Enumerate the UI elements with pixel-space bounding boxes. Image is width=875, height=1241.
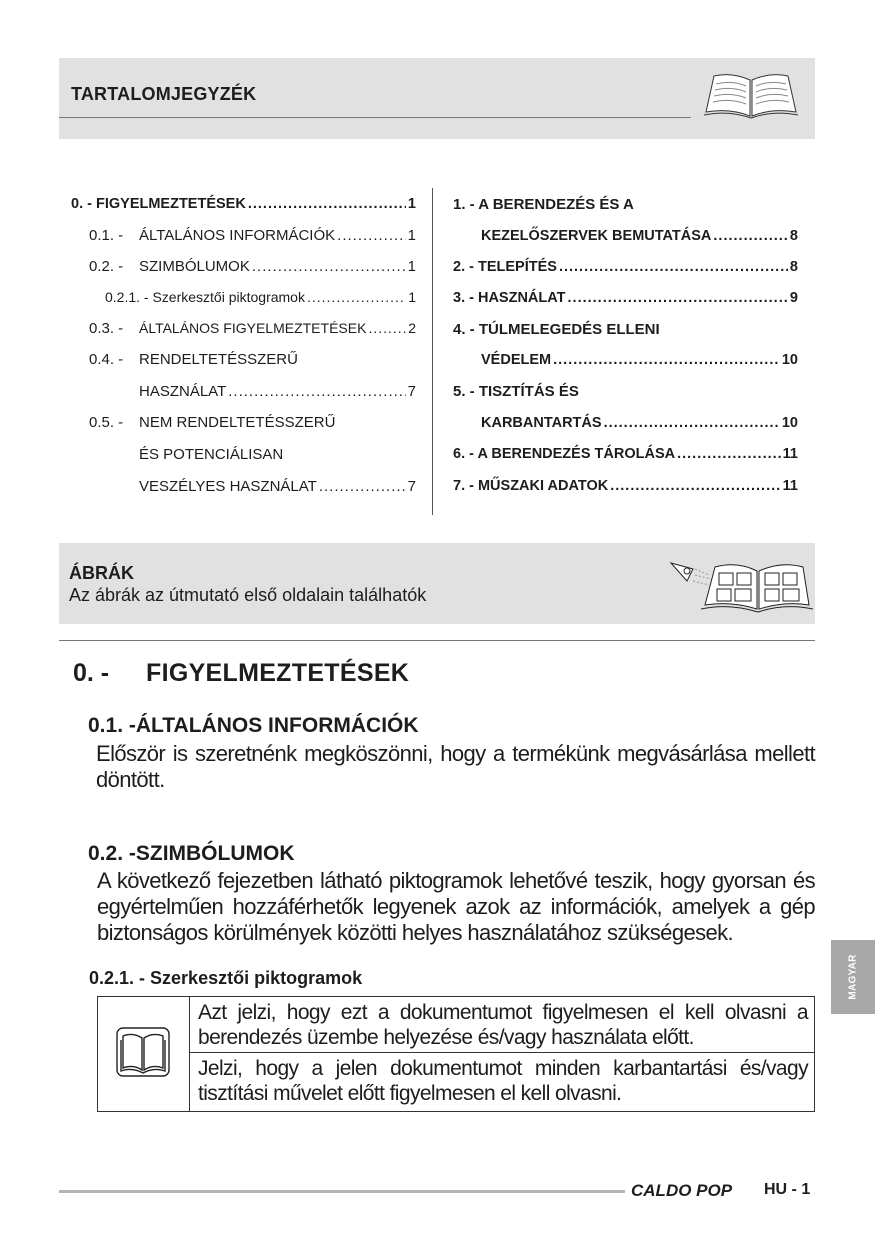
toc-entry-0-2-1[interactable]: 0.2.1. - Szerkesztői piktogramok ..... 1 xyxy=(105,289,416,305)
toc-entry-0-5-num: 0.5. - xyxy=(89,414,124,431)
pictogram-row-read-before-install: Azt jelzi, hogy ezt a dokumentumot figyelmesen el kell olvasni a berendezés üzembe helyezése és/vagy használata előtt. xyxy=(190,1000,814,1053)
toc-entry-1[interactable]: KEZELŐSZERVEK BEMUTATÁSA ..... 8 xyxy=(481,228,798,244)
figures-subtitle: Az ábrák az útmutató első oldalain találhatók xyxy=(69,585,427,605)
pictogram-cell xyxy=(98,997,190,1111)
pictogram-row-read-before-maintenance: Jelzi, hogy a jelen dokumentumot minden karbantartási és/vagy tisztítási művelet előtt figyelmesen el kell olvasni. xyxy=(198,1057,808,1105)
figure-book-icon xyxy=(665,551,815,613)
section-title: FIGYELMEZTETÉSEK xyxy=(146,659,410,687)
figures-header xyxy=(59,543,815,624)
toc-entry-0[interactable]: 0. - FIGYELMEZTETÉSEK ..... 1 xyxy=(71,196,416,212)
read-manual-icon xyxy=(113,1024,173,1080)
toc-entry-0-4-num: 0.4. - xyxy=(89,351,124,368)
section-number: 0. - xyxy=(73,659,110,687)
toc-entry-0-1[interactable]: ÁLTALÁNOS INFORMÁCIÓK ..... 1 xyxy=(139,227,416,244)
toc-entry-0-2[interactable]: SZIMBÓLUMOK ..... 1 xyxy=(139,258,416,275)
figures-title: ÁBRÁK xyxy=(69,563,134,583)
toc-entry-2[interactable]: 2. - TELEPÍTÉS ..... 8 xyxy=(453,259,798,275)
toc-entry-0-4-line1: RENDELTETÉSSZERŰ xyxy=(139,351,298,368)
toc-header xyxy=(59,58,815,139)
footer-brand: CALDO POP xyxy=(631,1181,733,1200)
pictogram-table xyxy=(97,996,815,1112)
open-book-icon xyxy=(702,68,800,120)
footer-rule xyxy=(59,1190,625,1193)
language-tab xyxy=(831,940,875,1014)
subsection-0-1-body: Először is szeretnénk megköszönni, hogy a termékünk megvásárlása mellett döntött. xyxy=(96,741,815,792)
subsection-0-2-1-title: 0.2.1. - Szerkesztői piktogramok xyxy=(89,968,363,988)
figures-rule xyxy=(59,640,815,641)
toc-entry-6[interactable]: 6. - A BERENDEZÉS TÁROLÁSA ..... 11 xyxy=(453,446,798,462)
subsection-0-2-title: 0.2. -SZIMBÓLUMOK xyxy=(88,842,295,865)
subsection-0-1-title: 0.1. -ÁLTALÁNOS INFORMÁCIÓK xyxy=(88,714,419,737)
toc-entry-0-2-num: 0.2. - xyxy=(89,258,124,275)
footer-page-number: HU - 1 xyxy=(764,1181,811,1198)
toc-entry-0-1-num: 0.1. - xyxy=(89,227,124,244)
toc-entry-0-5[interactable]: VESZÉLYES HASZNÁLAT ..... 7 xyxy=(139,478,416,495)
toc-entry-4[interactable]: VÉDELEM ..... 10 xyxy=(481,352,798,368)
toc-title: TARTALOMJEGYZÉK xyxy=(71,84,257,104)
toc-title-rule xyxy=(59,117,691,118)
toc-entry-0-4[interactable]: HASZNÁLAT ..... 7 xyxy=(139,383,416,400)
language-tab-label: MAGYAR xyxy=(847,954,859,1000)
toc-entry-5[interactable]: KARBANTARTÁS ..... 10 xyxy=(481,415,798,431)
toc-entry-0-3[interactable]: ÁLTALÁNOS FIGYELMEZTETÉSEK ..... 2 xyxy=(139,320,416,336)
toc-entry-3[interactable]: 3. - HASZNÁLAT ..... 9 xyxy=(453,290,798,306)
toc-entry-0-3-num: 0.3. - xyxy=(89,320,124,337)
toc-entry-4-line1: 4. - TÚLMELEGEDÉS ELLENI xyxy=(453,321,660,338)
toc-entry-0-5-line1: NEM RENDELTETÉSSZERŰ xyxy=(139,414,336,431)
toc-entry-0-5-line2: ÉS POTENCIÁLISAN xyxy=(139,446,284,463)
subsection-0-2-body: A következő fejezetben látható piktogramok lehetővé teszik, hogy gyorsan és egyértelműen hozzáférhetők legyenek azok az információk, amelyek a gép biztonságos körülmények közötti helyes használatához szükségesek. xyxy=(97,868,815,945)
toc-entry-1-line1: 1. - A BERENDEZÉS ÉS A xyxy=(453,196,634,213)
toc-entry-5-line1: 5. - TISZTÍTÁS ÉS xyxy=(453,383,579,400)
toc-column-divider xyxy=(432,188,433,515)
toc-entry-7[interactable]: 7. - MŰSZAKI ADATOK ..... 11 xyxy=(453,478,798,494)
